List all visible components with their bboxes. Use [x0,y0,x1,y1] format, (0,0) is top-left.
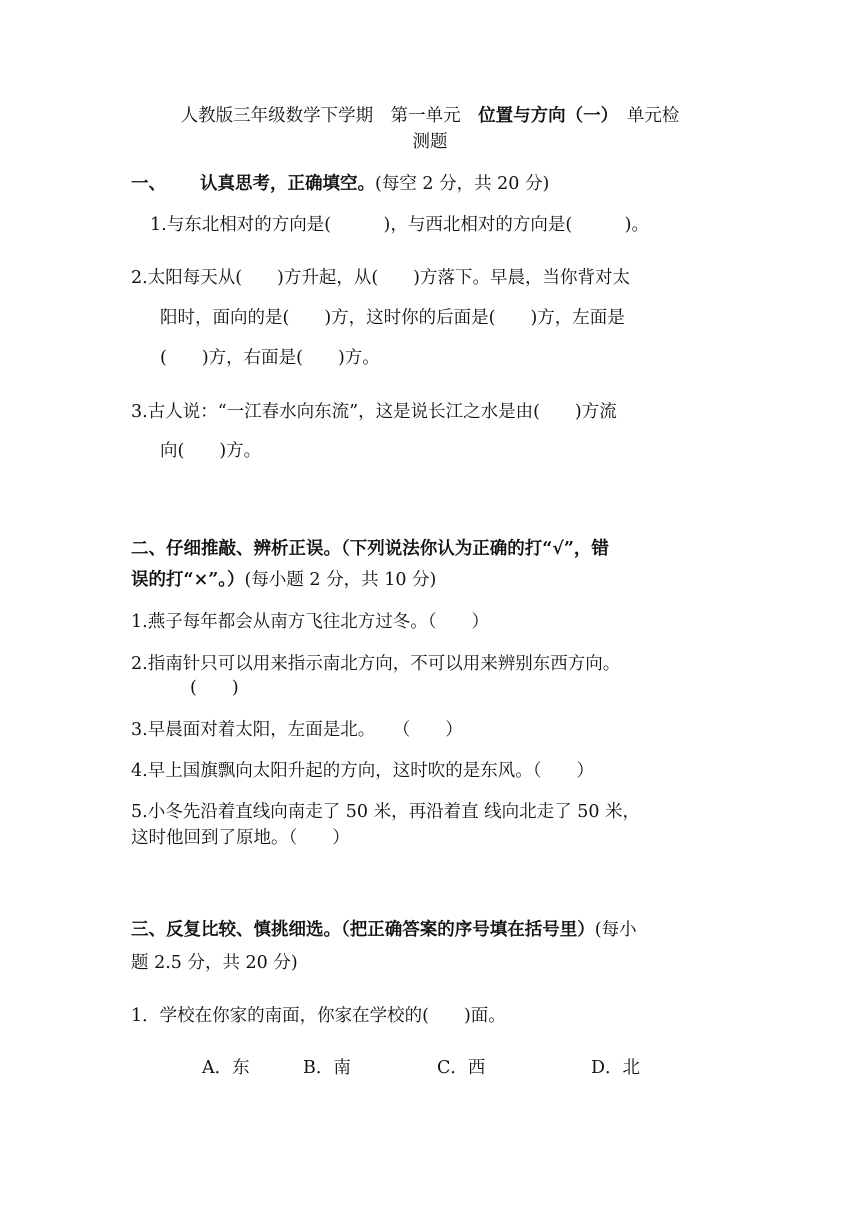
question-1-1: 1.与东北相对的方向是( )，与西北相对的方向是( )。 [150,215,650,235]
option-d: D．北 [591,1058,641,1078]
title-line-2: 测题 [412,132,448,152]
option-c: C．西 [437,1058,486,1078]
section3-heading-line-1: 三、反复比较、慎挑细选。（把正确答案的序号填在括号里）(每小 [131,920,637,940]
question-1-2-line-3: ( )方，右面是( )方。 [160,348,380,368]
question-2-5-line-2: 这时他回到了原地。（ ） [131,828,350,848]
question-2-4: 4.早上国旗飘向太阳升起的方向，这时吹的是东风。（ ） [131,761,594,781]
section2-heading-line-1: 二、仔细推敲、辨析正误。（下列说法你认为正确的打“√”，错 [131,539,609,559]
section2-heading-line-2: 误的打“×”。）(每小题 2 分，共 10 分) [131,570,437,590]
question-2-2-line-1: 2.指南针只可以用来指示南北方向，不可以用来辨别东西方向。 [131,654,621,674]
question-2-1: 1.燕子每年都会从南方飞往北方过冬。（ ） [131,612,489,632]
option-b: B．南 [303,1058,351,1078]
question-2-5-line-1: 5.小冬先沿着直线向南走了 50 米，再沿着直 线向北走了 50 米， [131,802,641,822]
question-3-1: 1．学校在你家的南面，你家在学校的( )面。 [131,1006,506,1026]
question-1-2-line-2: 阳时，面向的是( )方，这时你的后面是( )方，左面是 [160,308,625,328]
option-a: A．东 [202,1058,250,1078]
question-1-3-line-1: 3.古人说：“一江春水向东流”，这是说长江之水是由( )方流 [131,402,617,422]
question-1-2-line-1: 2.太阳每天从( )方升起，从( )方落下。早晨，当你背对太 [131,268,631,288]
section3-heading-line-2: 题 2.5 分，共 20 分) [131,953,298,973]
question-2-2-answer-blank: ( ) [190,678,239,698]
title-line-1: 人教版三年级数学下学期 第一单元 位置与方向（一） 单元检 [180,106,680,126]
section1-heading: 一、 认真思考，正确填空。(每空 2 分，共 20 分) [131,174,550,194]
question-2-3: 3.早晨面对着太阳，左面是北。 （ ） [131,720,463,740]
question-1-3-line-2: 向( )方。 [160,441,262,461]
